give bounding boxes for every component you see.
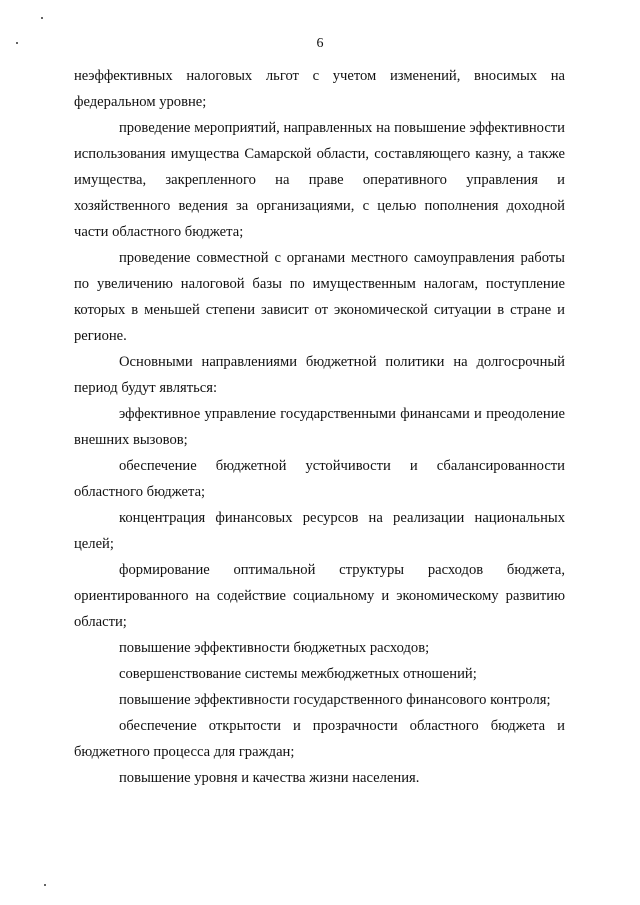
list-item: обеспечение открытости и прозрачности областного бюджета и бюджетного процесса для граждан;	[74, 718, 565, 760]
paragraph: Основными направлениями бюджетной политики на долгосрочный период будут являться:	[74, 354, 565, 396]
paragraph: проведение совместной с органами местного самоуправления работы по увеличению налоговой базы по имущественным налогам, поступление которых в меньшей степени зависит от экономической ситуации в стране и регионе.	[74, 250, 565, 344]
paragraph: проведение мероприятий, направленных на повышение эффективности использования имущества Самарской области, составляющего казну, а также имущества, закрепленного на праве оперативного управления и хозяйственного ведения за организациями, с целью пополнения доходной части областного бюджета;	[74, 120, 565, 240]
list-item: совершенствование системы межбюджетных отношений;	[119, 666, 477, 682]
scan-speck	[41, 17, 43, 19]
list-item: повышение уровня и качества жизни населения.	[119, 770, 420, 786]
paragraph: неэффективных налоговых льгот с учетом изменений, вносимых на федеральном уровне;	[74, 68, 565, 110]
list-item: обеспечение бюджетной устойчивости и сбалансированности областного бюджета;	[74, 458, 565, 500]
list-item: эффективное управление государственными финансами и преодоление внешних вызовов;	[74, 406, 565, 448]
list-item: повышение эффективности государственного финансового контроля;	[119, 692, 551, 708]
page-number: 6	[316, 36, 324, 51]
scan-speck	[44, 884, 46, 886]
list-item: повышение эффективности бюджетных расходов;	[119, 640, 430, 656]
list-item: формирование оптимальной структуры расходов бюджета, ориентированного на содействие социальному и экономическому развитию области;	[74, 562, 565, 630]
list-item: концентрация финансовых ресурсов на реализации национальных целей;	[74, 510, 565, 552]
body-text	[74, 63, 565, 791]
